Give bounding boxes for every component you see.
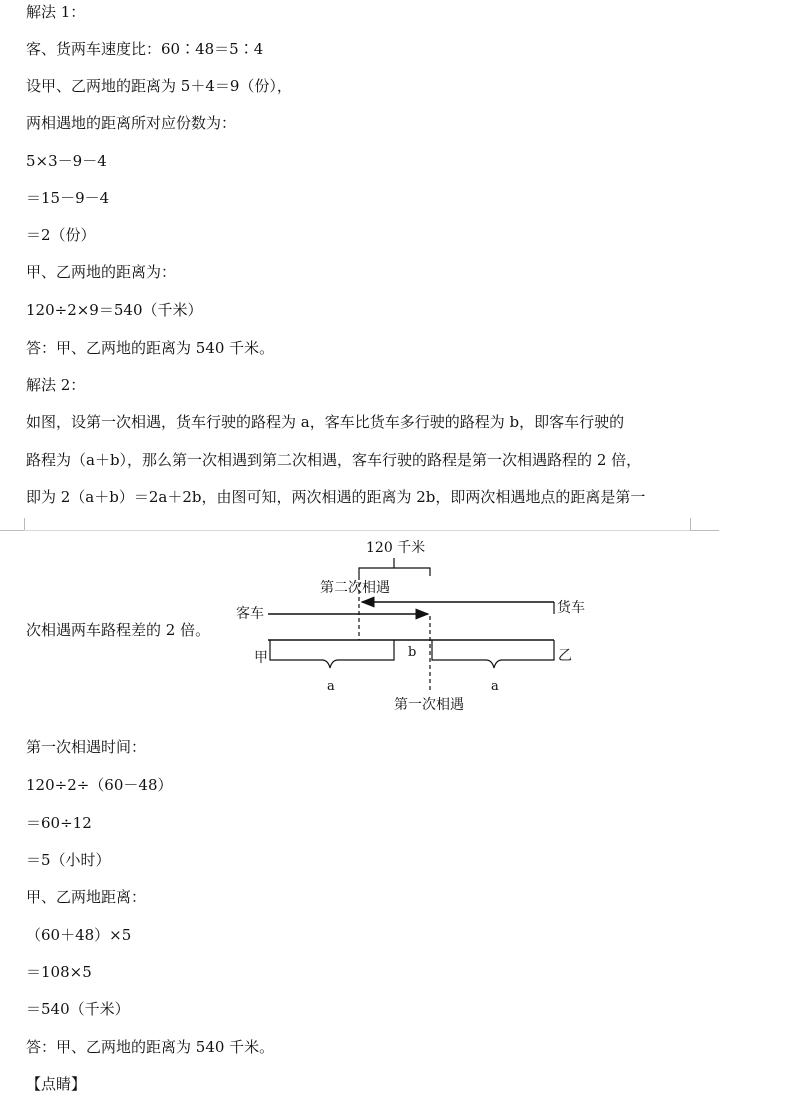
distance-label: 120 千米 [366, 540, 426, 556]
distance-bracket [359, 568, 430, 576]
distance-calc-3: ＝540（千米） [26, 1000, 130, 1018]
calc-step-3: ＝2（份） [26, 226, 96, 244]
second-meeting-label: 第二次相遇 [320, 580, 390, 596]
segment-a-left-brace [270, 640, 394, 668]
segment-a-right-label: a [491, 679, 499, 694]
calc-step-1: 5×3－9－4 [26, 152, 107, 170]
key-points-heading: 【点睛】 [26, 1075, 87, 1093]
explanation-line-4: 次相遇两车路程差的 2 倍。 [26, 621, 211, 639]
time-calc-2: ＝60÷12 [26, 814, 92, 832]
segment-a-right-brace [432, 640, 554, 668]
distance-calc-1: （60＋48）×5 [26, 926, 132, 944]
explanation-line-3: 即为 2（a＋b）＝2a＋2b，由图可知，两次相遇的距离为 2b，即两次相遇地点的距离是第一 [26, 488, 646, 506]
answer-2: 答：甲、乙两地的距离为 540 千米。 [26, 1038, 275, 1056]
distance-intro: 甲、乙两地的距离为： [26, 263, 177, 281]
distance-calc-2: ＝108×5 [26, 963, 92, 981]
first-meeting-time-heading: 第一次相遇时间： [26, 738, 147, 756]
segment-a-left-label: a [327, 679, 335, 694]
passenger-car-label: 客车 [236, 606, 264, 622]
solution-2-heading: 解法 2： [26, 376, 86, 394]
point-jia-label: 甲 [254, 650, 268, 666]
distance-calc: 120÷2×9＝540（千米） [26, 301, 203, 319]
calc-step-2: ＝15－9－4 [26, 189, 110, 207]
answer-1: 答：甲、乙两地的距离为 540 千米。 [26, 339, 275, 357]
solution-1-heading: 解法 1： [26, 3, 86, 21]
meeting-parts-intro: 两相遇地的距离所对应份数为： [26, 114, 237, 132]
time-calc-3: ＝5（小时） [26, 851, 111, 869]
explanation-line-1: 如图，设第一次相遇，货车行驶的路程为 a，客车比货车多行驶的路程为 b，即客车行驶的 [26, 413, 625, 431]
segment-b-label: b [408, 645, 417, 660]
distance-heading-2: 甲、乙两地距离： [26, 888, 147, 906]
time-calc-1: 120÷2÷（60－48） [26, 776, 173, 794]
freight-car-label: 货车 [557, 600, 585, 616]
speed-ratio-text: 客、货两车速度比：60∶48＝5∶4 [26, 40, 264, 58]
page-break [0, 518, 790, 532]
meeting-diagram [230, 532, 610, 722]
first-meeting-label: 第一次相遇 [394, 697, 464, 713]
distance-parts-text: 设甲、乙两地的距离为 5＋4＝9（份）， [26, 77, 292, 95]
point-yi-label: 乙 [558, 648, 572, 664]
explanation-line-2: 路程为（a＋b），那么第一次相遇到第二次相遇，客车行驶的路程是第一次相遇路程的 2 倍， [26, 451, 642, 469]
